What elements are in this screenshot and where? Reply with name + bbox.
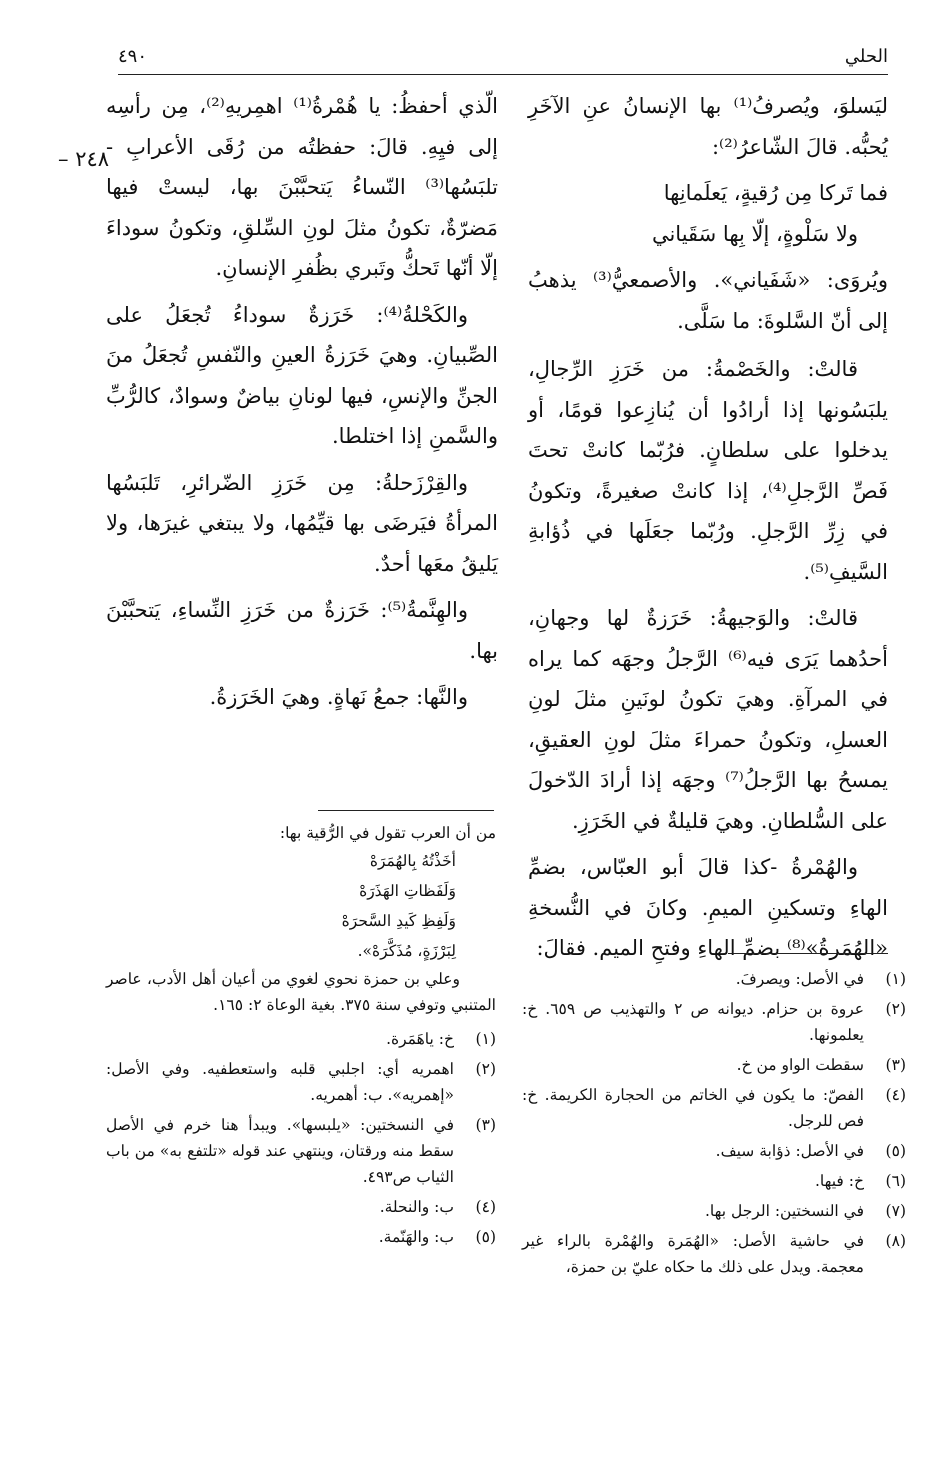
paragraph: والنَّها: جمعُ نَهاةٍ. وهيَ الخَرَزةُ. — [209, 685, 468, 709]
rhyme-poem — [106, 846, 496, 966]
paragraph: قالتْ: والوَجيهةُ: خَرَزةٌ لها وجهانِ، أحدُهما يَرَى فيه⁽⁶⁾ الرَّجلُ وجهَه كما يراه في المرآةِ. وهيَ تكونُ لونَينِ مثلَ لونِ العسلِ، وتكونُ حمراءَ مثلَ لونِ العقيقِ، يمسحُ بها الرَّجلُ⁽⁷⁾ وجهَه إذا أرادَ الدّخولَ على السُّلطانِ. وهيَ قليلةٌ في الخَرَزِ. — [528, 606, 888, 833]
paragraph: والهِنَّمةُ⁽⁵⁾: خَرَزةٌ من خَرَزِ النِّساءِ، يَتحبَّبْنَ بها. — [106, 598, 498, 663]
footnotes-right — [522, 966, 906, 1284]
footnote — [522, 1168, 906, 1194]
paragraph: والكَحْلةُ⁽⁴⁾: خَرَزةٌ سوداءُ تُجعَلُ على الصِّبيانِ. وهيَ خَرَزةُ العينِ والنّفسِ تُجعَلُ منَ الجنِّ والإنسِ، فيها لونانِ بياضٌ وسوادٌ، كالرُّبِّ والسَّمنِ إذا اختلطا. — [106, 302, 498, 448]
verse — [528, 173, 888, 254]
footnote-number: (٨) — [885, 1232, 906, 1250]
footnote-text: في النسختين: «يلبسها». ويبدأ هنا خرم في الأصل سقط منه ورقتان، وينتهي عند قوله «تلتفع به» من باب الثياب ص٤٩٣. — [106, 1116, 454, 1186]
footnote-text: ب: والهَنّمة. — [378, 1228, 454, 1246]
footnote-number: (٢) — [475, 1060, 496, 1078]
verse-line-2: ولا سَلْوةٍ، إلّا بِها سَقَياني — [651, 221, 858, 246]
footnote — [522, 1228, 906, 1280]
poem-line: لِبَرْزَةٍ، مُذَكَّرَهْ». — [357, 942, 456, 960]
footnote-number: (٣) — [885, 1056, 906, 1074]
footnote-continuation-note: وعلي بن حمزة نحوي لغوي من أعيان أهل الأدب، عاصر المتنبي وتوفي سنة ٣٧٥. بغية الوعاة ٢: ١٦٥. — [106, 970, 496, 1014]
verse-line-1: فما تَركا مِن رُقيةٍ، يَعلَمانِها — [663, 181, 888, 205]
footnote-text: عروة بن حزام. ديوانه ص ٢ والتهذيب ص ٦٥٩. خ: يعلمونها. — [522, 1000, 864, 1044]
footnote-number: (١) — [885, 970, 906, 988]
footnote — [522, 1082, 906, 1134]
footnote — [522, 1138, 906, 1164]
footnote-text: في حاشية الأصل: «الهُمَرة والهُمْرة بالراء غير معجمة. ويدل على ذلك ما حكاه عليّ بن حمزة، — [522, 1232, 864, 1276]
poem-line: وَلَفَظاتِ الهَذَرَهْ — [359, 882, 456, 900]
footnote — [522, 1052, 906, 1078]
right-column — [528, 86, 888, 969]
footnote — [106, 1194, 496, 1220]
footnote — [522, 1198, 906, 1224]
footnote-continuation-intro: من أن العرب تقول في الرُّقية بها: — [279, 824, 496, 842]
footnote-number: (٦) — [885, 1172, 906, 1190]
running-title: الحلي — [844, 46, 888, 67]
footnote-number: (١) — [475, 1030, 496, 1048]
footnote-text: في الأصل: ذؤابة سيف. — [715, 1142, 864, 1160]
footnote-text: سقطت الواو من خ. — [736, 1056, 864, 1074]
page-number: ٤٩٠ — [118, 46, 148, 67]
footnote — [106, 1112, 496, 1190]
footnote-number: (٣) — [475, 1116, 496, 1134]
poem-line: وَلَفِظِ كَيدِ السَّحرَهْ — [341, 912, 456, 930]
footnote — [106, 1056, 496, 1108]
footnote — [106, 1026, 496, 1052]
footnote — [106, 1224, 496, 1250]
footnote-text: الفصّ: ما يكون في الخاتم من الحجارة الكريمة. خ: فص للرجل. — [522, 1086, 864, 1130]
left-column — [106, 86, 498, 718]
footnote-number: (٥) — [475, 1228, 496, 1246]
paragraph: والهُمْرةُ -كذا قالَ أبو العبّاس، بضمِّ الهاءِ وتسكينِ الميمِ. وكانَ في النُّسخةِ «الهُمَرةُ»⁽⁸⁾ بضمِّ الهاءِ وفتحِ الميم. فقالَ: — [528, 855, 888, 960]
footnote — [522, 996, 906, 1048]
footnote-number: (٧) — [885, 1202, 906, 1220]
page-header — [118, 44, 888, 75]
footnote-text: في الأصل: ويصرفَ. — [735, 970, 864, 988]
marginal-number: ٢٤٨ – — [58, 147, 110, 171]
footnote-number: (٤) — [475, 1198, 496, 1216]
footnote-text: خ: فيها. — [814, 1172, 864, 1190]
footnote-text: ب: والنحلة. — [379, 1198, 454, 1216]
footnote-text: خ: ياهَمَرة. — [386, 1030, 454, 1048]
footnotes-left — [106, 820, 496, 1254]
poem-line: أخَذْتُهُ بِالهُمَرَهْ — [369, 852, 456, 870]
paragraph: والقِرْزَحلةُ: مِن خَرَزِ الضّرائرِ، تَلبَسُها المرأةُ فيَرضَى بها قيِّمُها، ولا يبتغي غيرَها، ولا يَليقُ معَها أحدٌ. — [106, 470, 498, 576]
footnote-continuation — [106, 820, 496, 1018]
footnote-text: اهمريه أي: اجلبي قلبه واستعطفيه. وفي الأصل: «إهمريه». ب: أهمريه. — [106, 1060, 454, 1104]
footnote-divider — [728, 953, 888, 954]
paragraph: الّذي أحفظُ: يا هُمْرةُ⁽¹⁾ اهمِريهِ⁽²⁾، مِن رأسِه إلى فيِهِ. قالَ: حفظتُه من رُقَى الأعرابِ - تلبَسُها⁽³⁾ النّساءُ يَتحبَّبْنَ بها، ليستْ فيها مَضرّةٌ، تكونُ مثلَ لونِ السِّلقِ، وتكونُ سوداءَ إلّا أنّها تَحكُّ وتَبري بظُفرِ الإنسانِ. — [106, 94, 498, 280]
footnote-number: (٤) — [885, 1086, 906, 1104]
footnote-text: في النسختين: الرجل بها. — [704, 1202, 864, 1220]
paragraph: قالتْ: والخَصْمةُ: من خَرَزِ الرِّجالِ، يلبَسُونها إذا أرادُوا أن يُنازِعوا قومًا، أو يدخلوا على سلطانٍ. فرُبّما كانتْ تحتَ فَصِّ الرَّجلِ⁽⁴⁾، إذا كانتْ صغيرةً، وتكونُ في زِرِّ الرَّجلِ. ورُبّما جعَلَها في ذُؤابةِ السَّيفِ⁽⁵⁾. — [528, 357, 888, 584]
paragraph: ليَسلوَ، ويُصرفُ⁽¹⁾ بها الإنسانُ عنِ الآخَرِ يُحبُّه. قالَ الشّاعرُ⁽²⁾: — [528, 94, 888, 159]
paragraph: ويُروَى: «شَفَياني». والأصمعيُّ⁽³⁾ يذهبُ إلى أنّ السَّلوةَ: ما سَلَّى. — [528, 268, 888, 333]
footnote-number: (٥) — [885, 1142, 906, 1160]
footnote-divider — [318, 810, 494, 811]
footnote — [522, 966, 906, 992]
footnote-number: (٢) — [885, 1000, 906, 1018]
